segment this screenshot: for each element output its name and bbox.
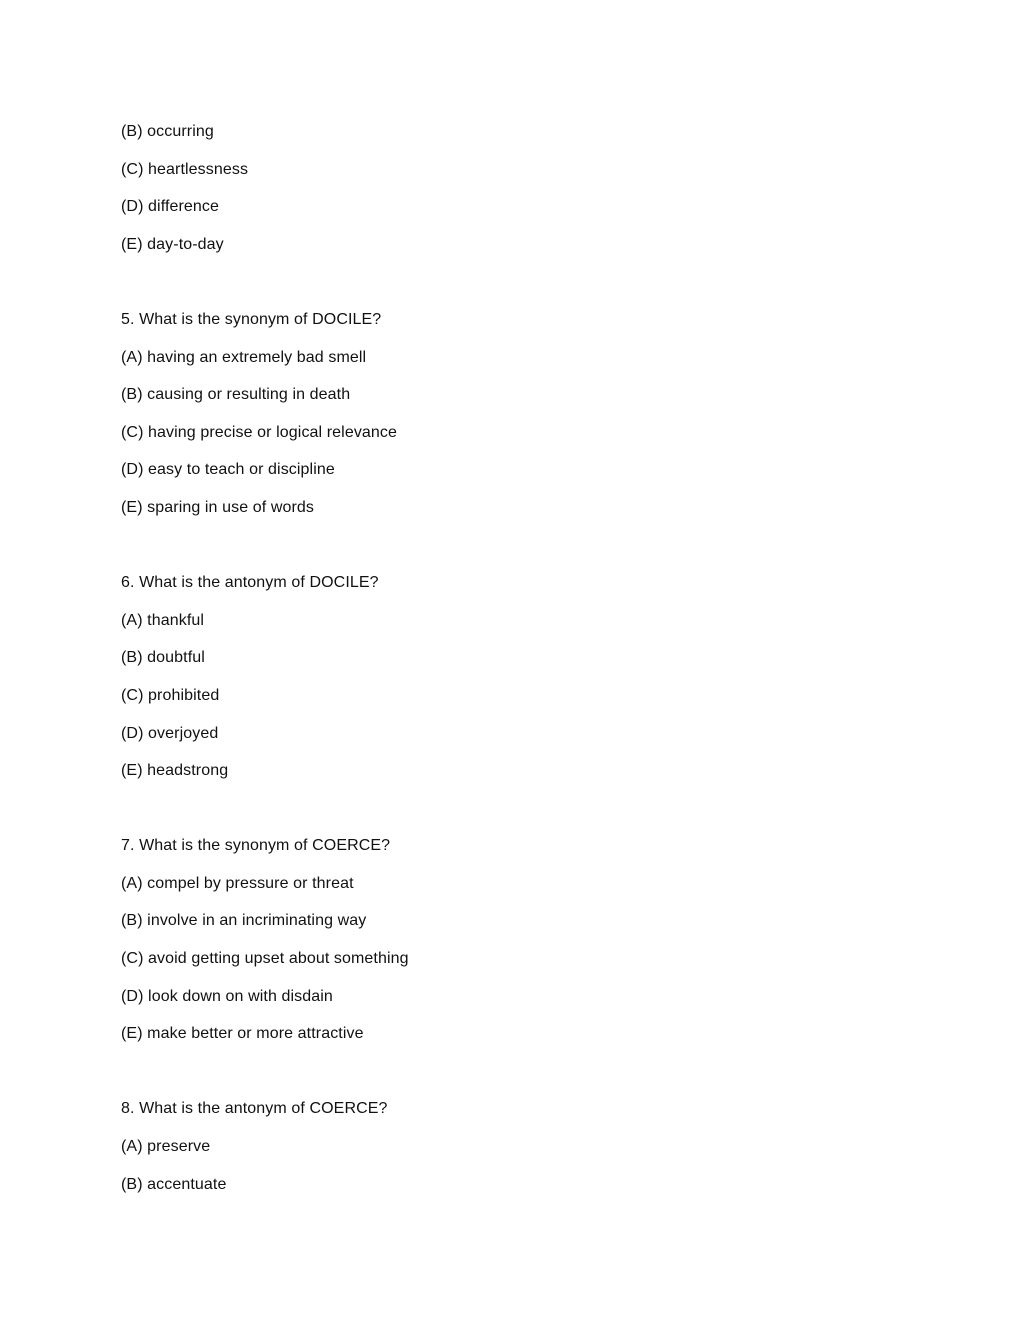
question-text: 8. What is the antonym of COERCE?	[121, 1100, 388, 1118]
option-text: (E) day-to-day	[121, 235, 224, 253]
option-text: (A) compel by pressure or threat	[121, 874, 354, 892]
question-text: 6. What is the antonym of DOCILE?	[121, 574, 379, 592]
spacer	[121, 534, 901, 572]
option-text: (C) prohibited	[121, 686, 220, 704]
question-text: 5. What is the synonym of DOCILE?	[121, 310, 382, 328]
spacer	[121, 797, 901, 835]
option-text: (A) having an extremely bad smell	[121, 348, 367, 366]
option-text: (B) causing or resulting in death	[121, 386, 351, 404]
option-text: (E) headstrong	[121, 762, 229, 780]
option-text: (B) occurring	[121, 123, 214, 140]
option-text: (B) accentuate	[121, 1175, 227, 1193]
option-text: (D) look down on with disdain	[121, 987, 333, 1005]
continued-options	[121, 120, 901, 257]
question-list	[121, 120, 901, 1210]
option-text: (C) avoid getting upset about something	[121, 950, 409, 968]
option-text: (E) sparing in use of words	[121, 498, 315, 516]
option-text: (D) overjoyed	[121, 724, 219, 742]
question-text: 7. What is the synonym of COERCE?	[121, 837, 391, 855]
option-text: (E) make better or more attractive	[121, 1025, 364, 1043]
option-text: (C) heartlessness	[121, 160, 249, 178]
spacer	[121, 270, 901, 308]
option-text: (C) having precise or logical relevance	[121, 423, 398, 441]
question-block	[121, 1097, 901, 1196]
option-text: (A) thankful	[121, 611, 205, 629]
question-block	[121, 308, 901, 520]
option-text: (B) doubtful	[121, 649, 205, 667]
question-block	[121, 834, 901, 1046]
option-text: (A) preserve	[121, 1138, 211, 1156]
spacer	[121, 1060, 901, 1098]
option-text: (D) easy to teach or discipline	[121, 461, 335, 479]
option-text: (B) involve in an incriminating way	[121, 912, 367, 930]
question-block	[121, 571, 901, 783]
option-text: (D) difference	[121, 198, 220, 216]
